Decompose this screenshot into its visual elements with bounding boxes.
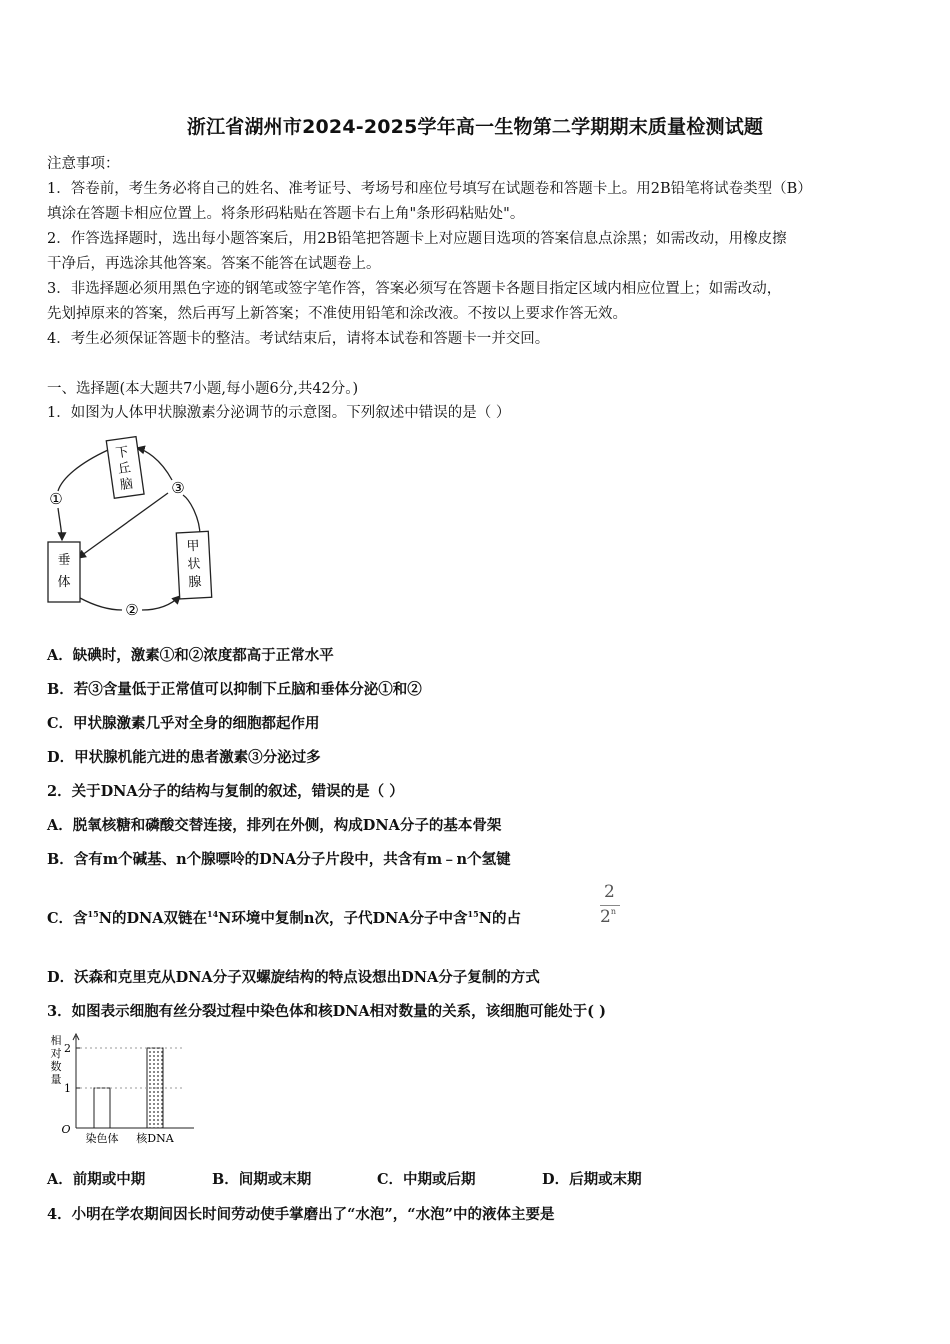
fraction-bar xyxy=(600,905,620,906)
q1-option-a: A．缺碘时，激素①和②浓度都高于正常水平 xyxy=(47,647,334,664)
notes-line: 2．作答选择题时，选出每小题答案后，用2B铅笔把答题卡上对应题目选项的答案信息点涂黑；如需改动，用橡皮擦 xyxy=(47,231,787,247)
chromosome-dna-bar-chart xyxy=(44,1030,204,1148)
q2-option-c: C．含$^{15}$N的DNA双链在$^{14}$N环境中复制n次，子代DNA分子中含$^{15}$N的占 xyxy=(47,909,521,927)
arrow-to-pituitary xyxy=(58,508,62,540)
hormone-1-marker: ① xyxy=(49,490,63,508)
question-4-stem: 4．小明在学农期间因长时间劳动使手掌磨出了“水泡”，“水泡”中的液体主要是 xyxy=(47,1206,555,1223)
q2-option-b: B．含有m个碱基、n个腺嘌呤的DNA分子片段中，共含有m﹣n个氢键 xyxy=(47,851,511,868)
hormone-2-marker: ② xyxy=(125,601,139,618)
notes-line: 3．非选择题必须用黑色字迹的钢笔或签字笔作答，答案必须写在答题卡各题目指定区域内相应位置上；如需改动， xyxy=(47,281,782,297)
q1-option-b: B．若③含量低于正常值可以抑制下丘脑和垂体分泌①和② xyxy=(47,681,422,698)
y-axis-label-char: 对 xyxy=(50,1047,62,1060)
notes-line: 干净后，再选涂其他答案。答案不能答在试题卷上。 xyxy=(47,256,381,272)
q2-option-a: A．脱氧核糖和磷酸交替连接，排列在外侧，构成DNA分子的基本骨架 xyxy=(47,817,502,834)
y-axis-label-char: 数 xyxy=(50,1060,62,1073)
section-heading: 一、选择题(本大题共7小题,每小题6分,共42分。) xyxy=(47,381,359,397)
arc-bottom-left xyxy=(80,598,122,610)
q2-option-d: D．沃森和克里克从DNA分子双螺旋结构的特点设想出DNA分子复制的方式 xyxy=(47,969,540,986)
hypothalamus-label: 下丘脑 xyxy=(114,444,135,494)
arrow-to-hypothalamus xyxy=(137,448,172,480)
x-category-label: 染色体 xyxy=(85,1132,119,1145)
q3-option-c: C．中期或后期 xyxy=(377,1171,476,1188)
feedback-arrow xyxy=(78,493,168,558)
q3-option-d: D．后期或末期 xyxy=(542,1171,642,1188)
fraction-denominator: 2$^n$ xyxy=(600,907,616,927)
y-axis-label-char: 相 xyxy=(50,1034,62,1047)
thyroid-regulation-diagram xyxy=(40,428,220,618)
q1-option-d: D．甲状腺机能亢进的患者激素③分泌过多 xyxy=(47,749,321,766)
question-2-stem: 2．关于DNA分子的结构与复制的叙述，错误的是（ ） xyxy=(47,783,404,800)
y-tick-label: 2 xyxy=(64,1042,71,1055)
thyroid-label: 甲状腺 xyxy=(186,538,202,591)
pituitary-box xyxy=(48,542,80,602)
bar-chromosome xyxy=(94,1088,110,1128)
notes-line: 4．考生必须保证答题卡的整洁。考试结束后，请将本试卷和答题卡一并交回。 xyxy=(47,331,550,347)
notes-line: 填涂在答题卡相应位置上。将条形码粘贴在答题卡右上角"条形码粘贴处"。 xyxy=(47,206,525,222)
x-category-label: 核DNA xyxy=(136,1132,174,1145)
page-title: 浙江省湖州市2024-2025学年高一生物第二学期期末质量检测试题 xyxy=(186,116,764,138)
fraction-numerator: 2 xyxy=(604,882,615,902)
question-1-stem: 1．如图为人体甲状腺激素分泌调节的示意图。下列叙述中错误的是（ ） xyxy=(47,405,511,421)
arrow-to-thyroid xyxy=(142,596,180,610)
question-3-stem: 3．如图表示细胞有丝分裂过程中染色体和核DNA相对数量的关系，该细胞可能处于( ) xyxy=(47,1003,606,1020)
hormone-3-marker: ③ xyxy=(171,479,185,497)
y-axis-label-char: 量 xyxy=(50,1073,62,1086)
notes-line: 先划掉原来的答案，然后再写上新答案；不准使用铅笔和涂改液。不按以上要求作答无效。 xyxy=(47,306,627,322)
arc-top-left xyxy=(58,450,108,491)
y-axis-label xyxy=(51,1033,62,1086)
notes-heading: 注意事项： xyxy=(47,156,120,172)
q3-option-b: B．间期或末期 xyxy=(212,1171,312,1188)
pituitary-label: 垂体 xyxy=(57,553,71,590)
arc-right xyxy=(183,495,200,536)
q1-option-c: C．甲状腺激素几乎对全身的细胞都起作用 xyxy=(47,715,320,732)
origin-label: O xyxy=(61,1123,71,1136)
notes-line: 1．答卷前，考生务必将自己的姓名、准考证号、考场号和座位号填写在试题卷和答题卡上。用2B铅笔将试卷类型（B） xyxy=(47,181,812,197)
q3-option-a: A．前期或中期 xyxy=(47,1171,146,1188)
y-tick-label: 1 xyxy=(64,1082,71,1095)
